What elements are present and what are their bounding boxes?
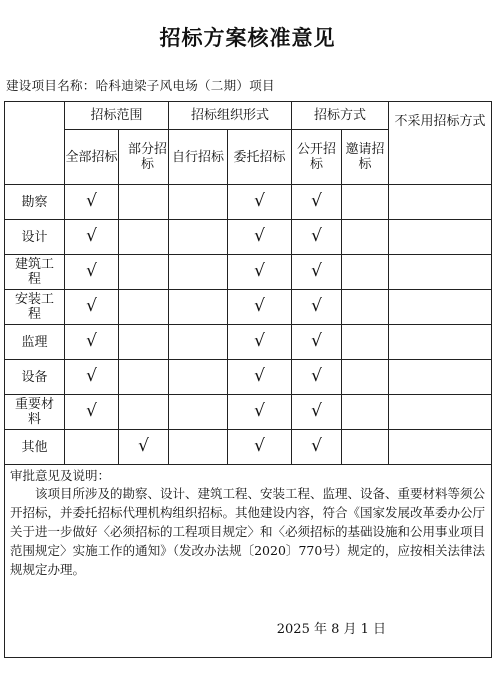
header-partial: [119, 130, 169, 185]
check-mark-icon: √: [86, 366, 97, 386]
row-cell: [228, 290, 292, 325]
row-cell: [342, 185, 389, 220]
row-cell: [119, 290, 169, 325]
row-cell: [389, 290, 492, 325]
row-cell: [389, 185, 492, 220]
row-cell: [342, 290, 389, 325]
row-cell: [389, 360, 492, 395]
row-cell: [65, 360, 119, 395]
row-cell: [389, 395, 492, 430]
row-cell: [228, 430, 292, 465]
row-cell: [292, 185, 342, 220]
row-cell: [292, 220, 342, 255]
row-cell: [65, 325, 119, 360]
row-cell: [228, 255, 292, 290]
row-category: 设备: [5, 360, 65, 395]
row-cell: [342, 220, 389, 255]
check-mark-icon: √: [311, 331, 322, 351]
table-row: [5, 325, 492, 360]
table-row: [5, 255, 492, 290]
row-cell: [228, 185, 292, 220]
row-cell: [292, 430, 342, 465]
table-row: [5, 430, 492, 465]
header-entrusted-label: 委托招标: [233, 149, 286, 165]
row-category: 重要材料: [5, 395, 65, 430]
header-self-label: 自行招标: [172, 149, 225, 165]
row-cell: [65, 430, 119, 465]
row-cell: [119, 430, 169, 465]
check-mark-icon: √: [254, 331, 265, 351]
table-row: [5, 360, 492, 395]
row-cell: [169, 395, 228, 430]
row-cell: [65, 220, 119, 255]
header-full: [65, 130, 119, 185]
approval-date: 2025 年 8 月 1 日: [276, 622, 387, 637]
row-category: 勘察: [5, 185, 65, 220]
check-mark-icon: √: [311, 401, 322, 421]
row-cell: [292, 290, 342, 325]
row-cell: [292, 325, 342, 360]
row-cell: [119, 185, 169, 220]
check-mark-icon: √: [254, 436, 265, 456]
row-cell: [119, 395, 169, 430]
row-cell: [169, 290, 228, 325]
header-entrusted: [228, 130, 292, 185]
row-category: 监理: [5, 325, 65, 360]
row-cell: [389, 255, 492, 290]
table-row: [5, 290, 492, 325]
header-blank-cell: [5, 102, 65, 185]
header-open-label: 公开招标: [297, 142, 337, 172]
row-cell: [65, 395, 119, 430]
header-full-label: 全部招标: [65, 149, 118, 165]
header-row-top: [5, 102, 492, 130]
check-mark-icon: √: [86, 261, 97, 281]
row-cell: [119, 255, 169, 290]
row-cell: [292, 360, 342, 395]
note-body: 该项目所涉及的勘察、设计、建筑工程、安装工程、监理、设备、重要材料等须公开招标，并委托招标代理机构组织招标。其他建设内容，符合《国家发展改革委办公厅关于进一步做好〈必须招标的工程项目规定〉和〈必须招标的基础设施和公用事业项目范围规定〉实施工作的通知》（发改办法规〔2020〕770号）规定的，应按相关法律法规规定办理。: [10, 486, 486, 577]
table-body: [5, 185, 492, 465]
row-category: 安装工程: [5, 290, 65, 325]
row-cell: [169, 430, 228, 465]
check-mark-icon: √: [86, 226, 97, 246]
row-cell: [389, 325, 492, 360]
check-mark-icon: √: [254, 191, 265, 211]
header-method: 招标方式: [292, 102, 389, 130]
check-mark-icon: √: [311, 436, 322, 456]
check-mark-icon: √: [86, 296, 97, 316]
header-no-tender-label: 不采用招标方式: [394, 114, 486, 129]
row-cell: [169, 325, 228, 360]
row-cell: [119, 220, 169, 255]
check-mark-icon: √: [254, 366, 265, 386]
row-cell: [342, 395, 389, 430]
check-mark-icon: √: [254, 261, 265, 281]
row-cell: [228, 360, 292, 395]
row-cell: [342, 325, 389, 360]
table-row: [5, 395, 492, 430]
row-cell: [119, 325, 169, 360]
check-mark-icon: √: [86, 191, 97, 211]
table-row: [5, 220, 492, 255]
row-cell: [228, 395, 292, 430]
header-no-tender: [389, 102, 492, 185]
row-cell: [342, 255, 389, 290]
check-mark-icon: √: [254, 226, 265, 246]
header-invited-label: 邀请招标: [345, 142, 385, 172]
check-mark-icon: √: [138, 436, 149, 456]
row-cell: [342, 360, 389, 395]
header-partial-label: 部分招标: [128, 142, 168, 172]
check-mark-icon: √: [311, 191, 322, 211]
row-cell: [389, 220, 492, 255]
note-label: 审批意见及说明：: [10, 468, 111, 483]
row-cell: [292, 395, 342, 430]
row-cell: [228, 325, 292, 360]
row-cell: [342, 430, 389, 465]
header-organization: 招标组织形式: [169, 102, 292, 130]
header-open: [292, 130, 342, 185]
check-mark-icon: √: [86, 401, 97, 421]
note-row: [5, 465, 492, 658]
row-cell: [292, 255, 342, 290]
check-mark-icon: √: [254, 296, 265, 316]
row-cell: [169, 360, 228, 395]
check-mark-icon: √: [311, 226, 322, 246]
document-title: 招标方案核准意见: [159, 26, 336, 50]
tender-plan-table: [4, 101, 492, 658]
check-mark-icon: √: [86, 331, 97, 351]
row-cell: [65, 290, 119, 325]
header-scope: 招标范围: [65, 102, 169, 130]
check-mark-icon: √: [311, 261, 322, 281]
row-category: 建筑工程: [5, 255, 65, 290]
check-mark-icon: √: [311, 296, 322, 316]
row-category: 其他: [5, 430, 65, 465]
table-row: [5, 185, 492, 220]
row-cell: [119, 360, 169, 395]
row-cell: [389, 430, 492, 465]
check-mark-icon: √: [254, 401, 265, 421]
row-category: 设计: [5, 220, 65, 255]
row-cell: [169, 255, 228, 290]
header-invited: [342, 130, 389, 185]
row-cell: [228, 220, 292, 255]
check-mark-icon: √: [311, 366, 322, 386]
row-cell: [65, 255, 119, 290]
row-cell: [169, 185, 228, 220]
project-name: 建设项目名称：哈科迪梁子风电场（二期）项目: [6, 78, 275, 93]
row-cell: [65, 185, 119, 220]
header-self: [169, 130, 228, 185]
approval-note: [5, 465, 492, 658]
row-cell: [169, 220, 228, 255]
